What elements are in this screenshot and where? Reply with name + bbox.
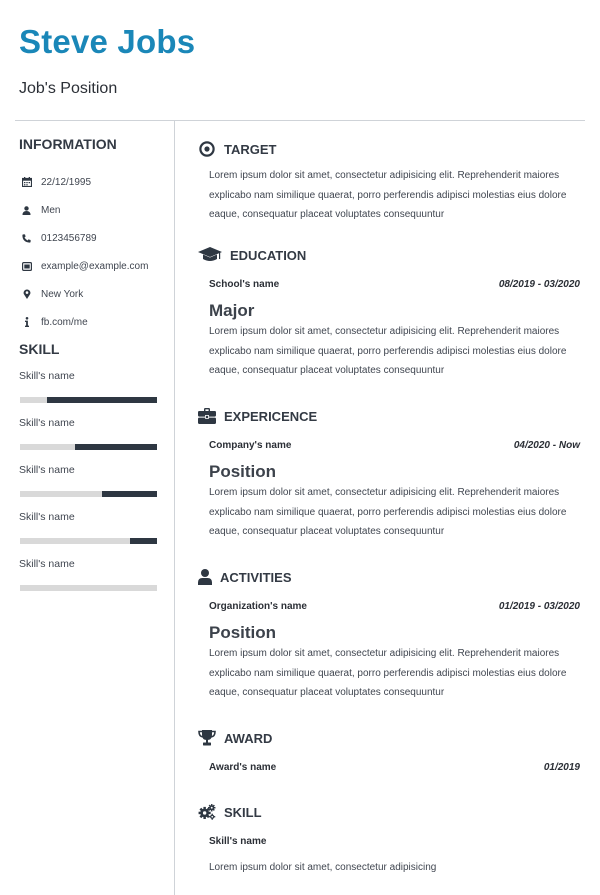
info-item-location (19, 280, 148, 308)
section-title-text: TARGET (224, 141, 277, 157)
entry-place: Company's name (209, 440, 292, 451)
info-text: 22/12/1995 (41, 176, 92, 188)
briefcase-icon (198, 407, 216, 425)
skill-name: Skill's name (19, 558, 75, 570)
skill-name: Skill's name (19, 511, 75, 523)
entry-header (209, 600, 580, 613)
skill-bar (20, 397, 157, 403)
graduation-cap-icon (198, 246, 222, 264)
entry-date: 01/2019 (543, 762, 580, 773)
entry-header (209, 835, 580, 848)
skill-name: Skill's name (19, 370, 75, 382)
experience-section (198, 407, 580, 542)
info-item-birthday (19, 168, 148, 196)
award-section (198, 729, 580, 774)
skill-bar (20, 444, 157, 450)
info-text: Men (41, 204, 61, 216)
section-title (198, 729, 580, 747)
section-title (198, 140, 580, 158)
entry-date: 08/2019 - 03/2020 (498, 279, 580, 290)
info-icon (21, 317, 32, 328)
email-icon (21, 261, 32, 272)
trophy-icon (198, 729, 216, 747)
target-section (198, 140, 580, 225)
section-title-text: EDUCATION (230, 247, 307, 263)
education-section (198, 246, 580, 381)
skill-bar (20, 538, 157, 544)
info-item-gender (19, 196, 148, 224)
info-text[interactable]: fb.com/me (41, 316, 88, 328)
entry-header (209, 439, 580, 452)
skill-bar-fill (130, 538, 157, 544)
section-title (198, 568, 580, 586)
skill-name: Skill's name (19, 464, 75, 476)
info-text: New York (41, 288, 84, 300)
cogs-icon (198, 803, 216, 821)
activities-section (198, 568, 580, 703)
information-heading: INFORMATION (19, 136, 117, 152)
skill-item (19, 511, 159, 558)
header-divider (15, 120, 585, 121)
skill-bar (20, 491, 157, 497)
section-title-text: AWARD (224, 730, 273, 746)
skill-item (19, 558, 159, 605)
entry-date: 04/2020 - Now (513, 440, 580, 451)
entry-place: Organization's name (209, 601, 307, 612)
entry-date: 01/2019 - 03/2020 (498, 601, 580, 612)
info-text: 0123456789 (41, 232, 97, 244)
section-title (198, 407, 580, 425)
skill-bar-fill (75, 444, 157, 450)
section-text: Lorem ipsum dolor sit amet, consectetur adipisicing elit. Reprehenderit maiores explicabo nam similique quaerat, porro perferendis adipisci molestias eius dolore eaque, consequatur placeat voluptates consequuntur (209, 326, 567, 376)
skill-bar (20, 585, 157, 591)
entry-place: School's name (209, 279, 280, 290)
entry-place: Award's name (209, 762, 277, 773)
section-title-text: EXPERICENCE (224, 408, 318, 424)
skill-list (19, 370, 159, 605)
entry-header (209, 761, 580, 774)
section-title (198, 246, 580, 264)
info-text[interactable]: example@example.com (41, 260, 149, 272)
section-text: Lorem ipsum dolor sit amet, consectetur adipisicing (209, 862, 437, 873)
skill-section (198, 803, 580, 878)
info-item-email (19, 252, 148, 280)
location-icon (21, 289, 32, 300)
entry-header (209, 278, 580, 291)
calendar-icon (21, 177, 32, 188)
user-icon (198, 568, 212, 586)
section-text: Lorem ipsum dolor sit amet, consectetur adipisicing elit. Reprehenderit maiores explicabo nam similique quaerat, porro perferendis adipisci molestias eius dolore eaque, consequatur placeat voluptates consequuntur (209, 487, 567, 537)
phone-icon (21, 233, 32, 244)
person-name: Steve Jobs (19, 23, 196, 60)
user-icon (21, 205, 32, 216)
skill-name: Skill's name (19, 417, 75, 429)
skill-item (19, 370, 159, 417)
entry-place: Skill's name (209, 836, 267, 847)
job-position: Job's Position (19, 80, 118, 97)
target-icon (198, 140, 216, 158)
section-text: Lorem ipsum dolor sit amet, consectetur adipisicing elit. Reprehenderit maiores explicabo nam similique quaerat, porro perferendis adipisci molestias eius dolore eaque, consequatur placeat voluptates consequuntur (209, 170, 567, 220)
information-list (19, 168, 148, 336)
skill-heading: SKILL (19, 341, 60, 357)
resume-header (19, 22, 195, 99)
section-title-text: ACTIVITIES (220, 569, 292, 585)
info-item-phone (19, 224, 148, 252)
skill-bar-fill (102, 491, 157, 497)
entry-subtitle: Position (209, 462, 277, 481)
section-title (198, 803, 580, 821)
entry-subtitle: Position (209, 623, 277, 642)
section-text: Lorem ipsum dolor sit amet, consectetur adipisicing elit. Reprehenderit maiores explicabo nam similique quaerat, porro perferendis adipisci molestias eius dolore eaque, consequatur placeat voluptates consequuntur (209, 648, 567, 698)
skill-bar-fill (47, 397, 157, 403)
section-title-text: SKILL (224, 804, 262, 820)
skill-item (19, 464, 159, 511)
entry-subtitle: Major (209, 301, 255, 320)
skill-item (19, 417, 159, 464)
column-divider (174, 120, 175, 895)
info-item-social (19, 308, 148, 336)
